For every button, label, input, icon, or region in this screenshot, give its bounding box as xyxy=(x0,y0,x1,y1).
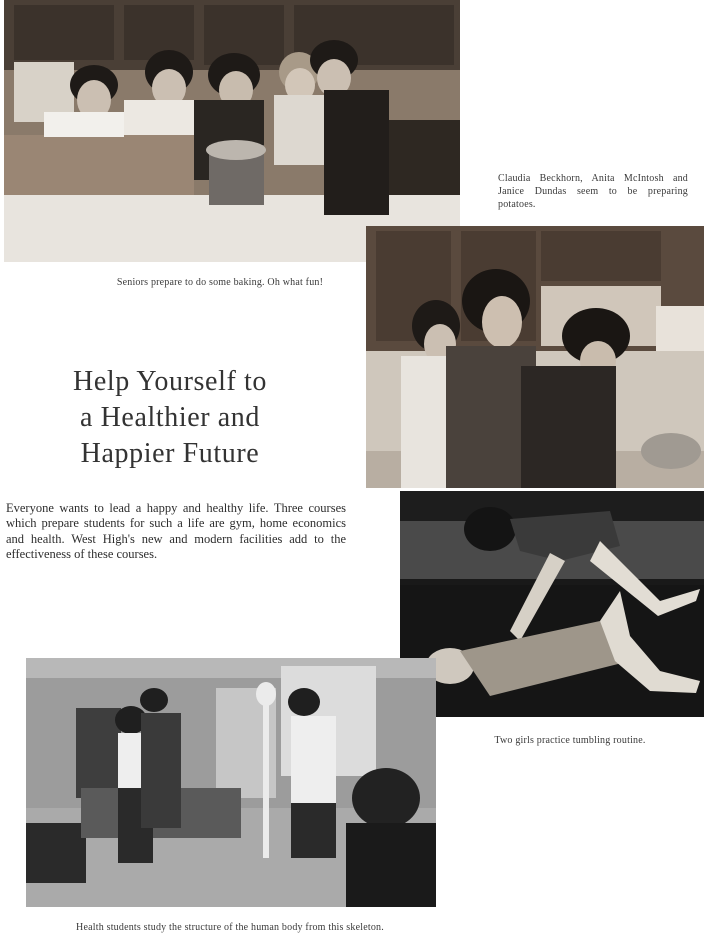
tumbling-photo xyxy=(400,491,704,717)
intro-paragraph: Everyone wants to lead a happy and healthy life. Three courses which prepare students for such a life are gym, home economics and health. West High's new and modern facilities add to the effectiveness of these courses. xyxy=(6,501,346,562)
preparing-potatoes-caption: Claudia Beckhorn, Anita McIntosh and Janice Dundas seem to be preparing potatoes. xyxy=(498,173,688,210)
skeleton-caption: Health students study the structure of the human body from this skeleton. xyxy=(76,922,384,933)
page-headline xyxy=(20,364,320,472)
headline-line-3: Happier Future xyxy=(80,438,260,469)
seniors-baking-photo xyxy=(4,0,460,262)
headline-line-2: a Healthier and xyxy=(79,402,261,433)
skeleton-photo xyxy=(26,658,436,907)
preparing-potatoes-photo xyxy=(366,226,704,488)
tumbling-caption: Two girls practice tumbling routine. xyxy=(494,735,646,746)
seniors-baking-caption: Seniors prepare to do some baking. Oh what fun! xyxy=(116,277,324,288)
headline-line-1: Help Yourself to xyxy=(73,366,267,397)
